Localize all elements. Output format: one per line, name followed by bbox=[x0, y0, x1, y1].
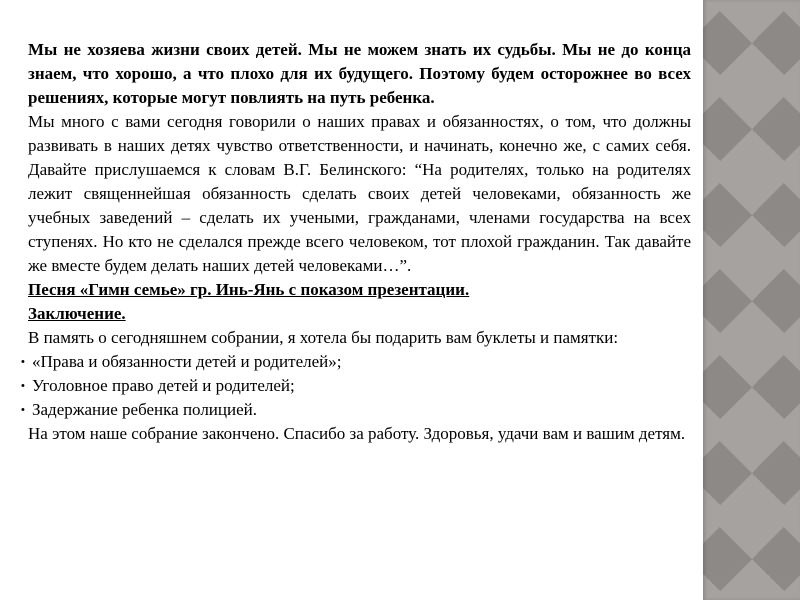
bullet-icon: • bbox=[21, 356, 25, 368]
handout-list-item-text: Уголовное право детей и родителей; bbox=[32, 376, 295, 395]
bullet-icon: • bbox=[21, 380, 25, 392]
conclusion-heading: Заключение. bbox=[28, 304, 126, 323]
handout-list-item bbox=[21, 350, 691, 374]
body-paragraph: Мы много с вами сегодня говорили о наших правах и обязанностях, о том, что должны развивать в наших детях чувство ответственности, и начинать, конечно же, с самих себя. Давайте прислушаемся к словам В.Г. Белинского: “На родителях, только на родителях лежит священнейшая обязанность сделать своих детей человеками, обязанность же учебных заведений – сделать их учеными, гражданами, членами государства на всех ступенях. Но кто не сделался прежде всего человеком, тот плохой гражданин. Так давайте же вместе будем делать наших детей человеками…”. bbox=[28, 112, 691, 275]
handout-list-item bbox=[21, 398, 691, 422]
handout-intro-paragraph: В память о сегодняшнем собрании, я хотела бы подарить вам буклеты и памятки: bbox=[28, 328, 619, 347]
intro-paragraph: Мы не хозяева жизни своих детей. Мы не можем знать их судьбы. Мы не до конца знаем, что хорошо, а что плохо для их будущего. Поэтому будем осторожнее во всех решениях, которые могут повлиять на путь ребенка. bbox=[28, 40, 691, 107]
handout-list bbox=[21, 350, 691, 422]
bullet-icon: • bbox=[21, 404, 25, 416]
diamond-pattern-stripe bbox=[703, 0, 800, 600]
handout-list-item bbox=[21, 374, 691, 398]
song-line: Песня «Гимн семье» гр. Инь-Янь с показом презентации. bbox=[28, 280, 470, 299]
handout-list-item-text: «Права и обязанности детей и родителей»; bbox=[32, 352, 342, 371]
handout-list-item-text: Задержание ребенка полицией. bbox=[32, 400, 257, 419]
closing-paragraph: На этом наше собрание закончено. Спасибо за работу. Здоровья, удачи вам и вашим детям. bbox=[28, 424, 686, 443]
